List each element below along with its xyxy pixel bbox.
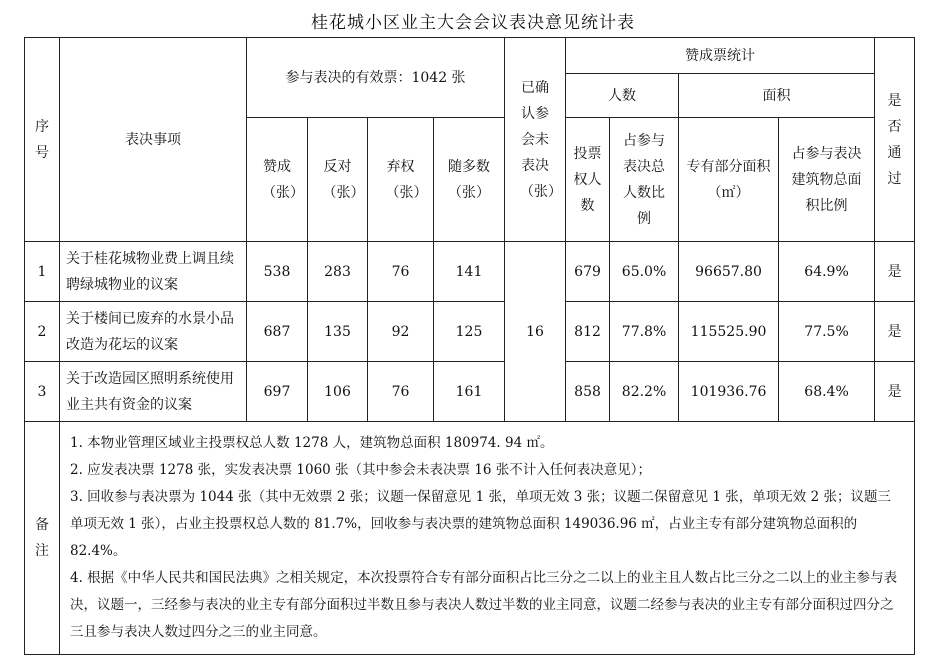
row-passed: 是 — [875, 302, 915, 362]
header-people-ratio: 占参与表决总人数比例 — [610, 118, 679, 242]
row-abstain: 92 — [368, 302, 434, 362]
confirmed-not-voted-value: 16 — [505, 242, 566, 422]
header-confirmed-not-voted: 已确认参会未表决（张） — [505, 38, 566, 242]
row-approve: 687 — [247, 302, 308, 362]
table-row — [25, 302, 915, 362]
document-title: 桂花城小区业主大会会议表决意见统计表 — [311, 13, 635, 33]
header-approve: 赞成（张） — [247, 118, 308, 242]
row-passed: 是 — [875, 242, 915, 302]
row-approve: 538 — [247, 242, 308, 302]
row-item: 关于改造园区照明系统使用业主共有资金的议案 — [60, 362, 247, 422]
row-area-ratio: 77.5% — [779, 302, 875, 362]
row-people-ratio: 77.8% — [610, 302, 679, 362]
row-item: 关于桂花城物业费上调且续聘绿城物业的议案 — [60, 242, 247, 302]
header-area: 面积 — [679, 74, 875, 118]
row-area-ratio: 64.9% — [779, 242, 875, 302]
row-voters: 858 — [566, 362, 610, 422]
table-row — [25, 362, 915, 422]
header-people: 人数 — [566, 74, 679, 118]
remarks-label: 备注 — [25, 422, 60, 655]
remark-item: 4. 根据《中华人民共和国民法典》之相关规定，本次投票符合专有部分面积占比三分之二以上的业主且人数占比三分之二以上的业主参与表决，议题一，三经参与表决的业主专有部分面积过半数且参与表决人数过半数的业主同意，议题二经参与表决的业主专有部分面积过四分之三且参与表决人数过四分之三的业主同意。 — [70, 570, 898, 640]
header-exclusive-area: 专有部分面积（㎡） — [679, 118, 779, 242]
row-follow: 125 — [434, 302, 505, 362]
header-seq: 序号 — [25, 38, 60, 242]
row-area: 96657.80 — [679, 242, 779, 302]
header-approve-stats: 赞成票统计 — [566, 38, 875, 74]
row-abstain: 76 — [368, 362, 434, 422]
table-row — [25, 242, 915, 302]
cropped-footer-text — [24, 660, 914, 667]
row-seq: 3 — [25, 362, 60, 422]
header-item: 表决事项 — [60, 38, 247, 242]
remark-item: 2. 应发表决票 1278 张，实发表决票 1060 张（其中参会未表决票 16 张不计入任何表决意见）； — [70, 462, 652, 478]
row-abstain: 76 — [368, 242, 434, 302]
header-abstain: 弃权（张） — [368, 118, 434, 242]
header-passed: 是否通过 — [875, 38, 915, 242]
header-follow-majority: 随多数（张） — [434, 118, 505, 242]
remarks-content — [60, 422, 915, 655]
header-valid-votes: 参与表决的有效票：1042 张 — [247, 38, 505, 118]
row-oppose: 135 — [308, 302, 368, 362]
row-area-ratio: 68.4% — [779, 362, 875, 422]
row-follow: 141 — [434, 242, 505, 302]
row-people-ratio: 65.0% — [610, 242, 679, 302]
row-area: 101936.76 — [679, 362, 779, 422]
row-item: 关于楼间已废弃的水景小品改造为花坛的议案 — [60, 302, 247, 362]
row-follow: 161 — [434, 362, 505, 422]
row-approve: 697 — [247, 362, 308, 422]
row-seq: 1 — [25, 242, 60, 302]
remark-item: 3. 回收参与表决票为 1044 张（其中无效票 2 张；议题一保留意见 1 张，单项无效 3 张；议题二保留意见 1 张，单项无效 2 张；议题三单项无效 1 张），占业主投票权总人数的 81.7%，回收参与表决票的建筑物总面积 149036.96 ㎡，占业主专有部分建筑物总面积的 82.4%。 — [70, 489, 891, 559]
header-voters: 投票权人数 — [566, 118, 610, 242]
row-voters: 679 — [566, 242, 610, 302]
row-oppose: 283 — [308, 242, 368, 302]
header-area-ratio: 占参与表决建筑物总面积比例 — [779, 118, 875, 242]
row-passed: 是 — [875, 362, 915, 422]
row-seq: 2 — [25, 302, 60, 362]
row-area: 115525.90 — [679, 302, 779, 362]
row-oppose: 106 — [308, 362, 368, 422]
row-voters: 812 — [566, 302, 610, 362]
remark-item: 1. 本物业管理区域业主投票权总人数 1278 人，建筑物总面积 180974. 94 ㎡。 — [70, 435, 554, 451]
header-oppose: 反对（张） — [308, 118, 368, 242]
row-people-ratio: 82.2% — [610, 362, 679, 422]
vote-statistics-table — [24, 37, 915, 655]
